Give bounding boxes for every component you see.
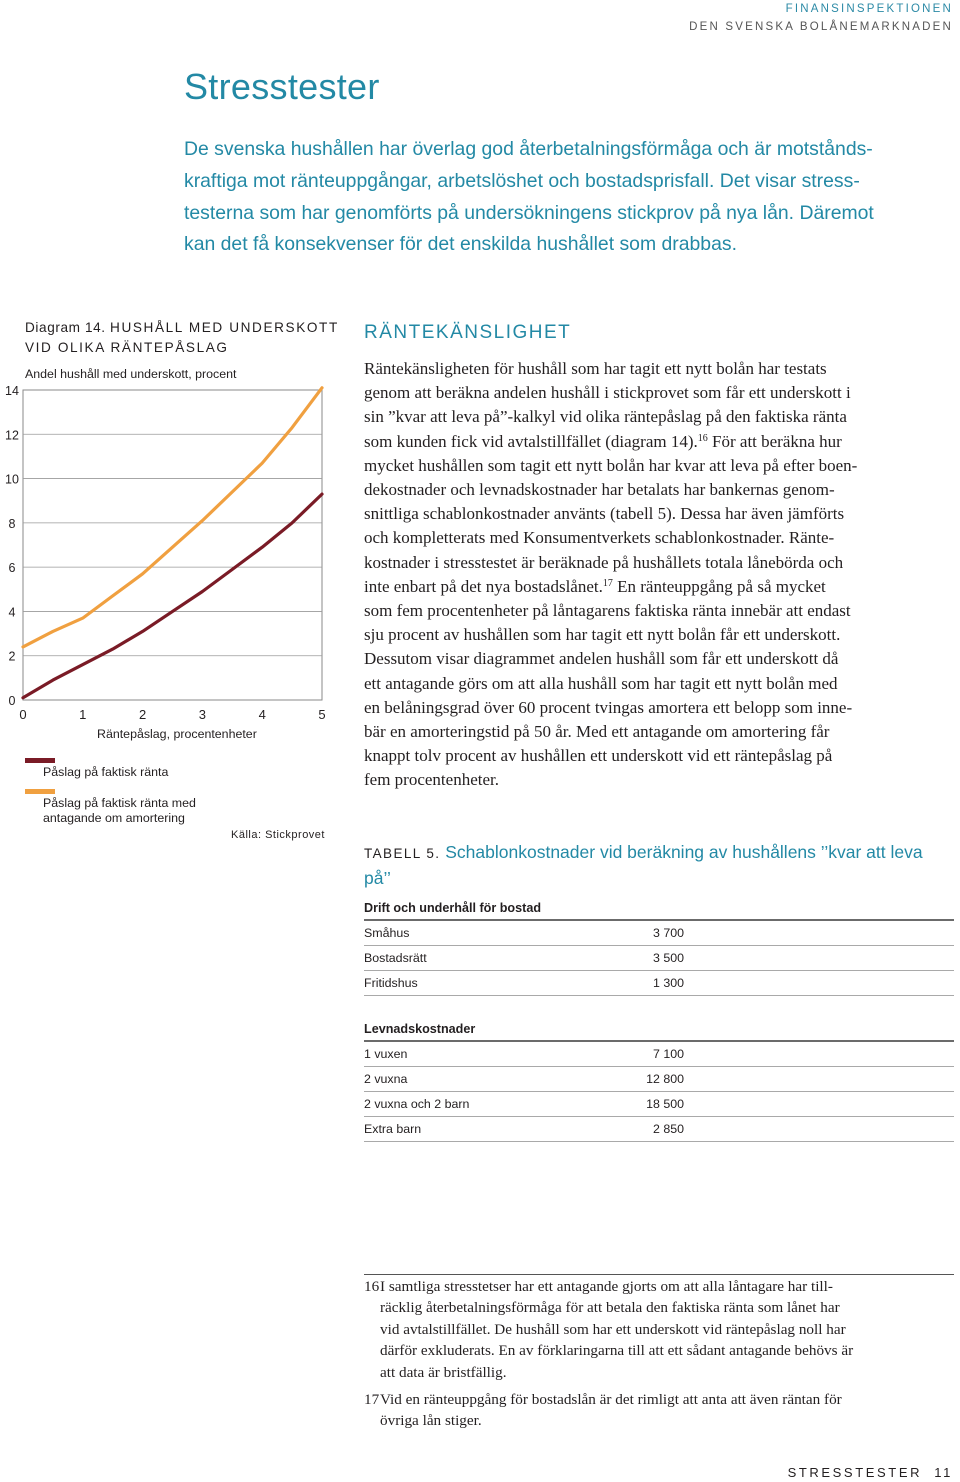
row-label: Småhus	[364, 926, 410, 940]
footnote-line: Vid en ränteuppgång för bostadslån är det rimligt att anta att även räntan för	[380, 1391, 842, 1409]
row-value: 2 850	[652, 1122, 684, 1136]
table-title-part: Schablonkostnader vid beräkning av hushållens ’’kvar att leva	[440, 842, 923, 862]
footnote-line: att data är bristfällig.	[380, 1363, 507, 1381]
y-tick-label: 8	[8, 516, 16, 531]
footnote-line: vid avtalstillfället. De hushåll som har ett underskott vid räntepåslag noll har	[380, 1320, 846, 1338]
ingress-line: kraftiga mot ränteuppgångar, arbetslöshet och bostadsprisfall. Det visar stress-	[184, 169, 860, 192]
row-value: 3 500	[652, 951, 684, 965]
body-line: mycket hushållen som tagit ett nytt bolån har kvar att leva på efter boen-	[364, 455, 858, 475]
footnote-line: räcklig återbetalningsförmåga för att betala den faktiska ränta som lånet har	[380, 1299, 840, 1317]
body-text	[364, 357, 959, 793]
footnote-ref[interactable]: 16	[697, 432, 708, 444]
row-label: 2 vuxna	[364, 1072, 408, 1086]
x-tick-label: 3	[198, 707, 207, 720]
row-label: 1 vuxen	[364, 1047, 408, 1061]
body-line: Dessutom visar diagrammet andelen hushåll som får ett underskott då	[364, 649, 839, 669]
body-line: snittliga schablonkostnader använts (tabell 5). Dessa har även jämförts	[364, 504, 845, 524]
body-line: Räntekänsligheten för hushåll som har tagit ett nytt bolån har testats	[364, 359, 827, 378]
y-tick-label: 2	[8, 649, 16, 664]
x-tick-label: 4	[258, 707, 266, 720]
table-row	[364, 1042, 954, 1067]
chart-source: Källa: Stickprovet	[231, 829, 325, 841]
running-head	[689, 0, 953, 36]
footnote-line: därför exkluderats. En av förklaringarna till att ett sådant antagande behövs är	[380, 1342, 854, 1360]
body-line: sju procent av hushållen som har tagit ett nytt bolån får ett underskott.	[364, 625, 841, 645]
row-value: 3 700	[652, 926, 684, 940]
body-line: genom att beräkna andelen hushåll i stickprovet som får ett underskott i	[364, 383, 851, 403]
y-tick-label: 6	[8, 561, 16, 576]
legend-swatch	[25, 758, 55, 763]
row-label: 2 vuxna och 2 barn	[364, 1097, 470, 1111]
footnote	[364, 1276, 954, 1383]
diagram-label: Diagram 14.	[25, 320, 106, 335]
row-value: 1 300	[652, 976, 684, 990]
table-row	[364, 1092, 954, 1117]
row-value: 12 800	[646, 1072, 684, 1086]
row-value: 7 100	[652, 1047, 684, 1061]
ingress-line: testerna som har genomförts på undersökningens stickprov på nya lån. Däremot	[184, 201, 874, 224]
publisher-name: FINANSINSPEKTIONEN	[785, 3, 953, 15]
diagram-title-line	[25, 318, 339, 338]
table-caption-line	[364, 840, 956, 866]
y-tick-label: 0	[8, 694, 16, 708]
footnotes	[364, 1274, 954, 1438]
body-line: ett antagande görs om att alla hushåll som har tagit ett nytt bolån med	[364, 673, 838, 693]
table-label: TABELL 5.	[364, 846, 441, 861]
body-line	[364, 430, 959, 454]
table-caption	[364, 840, 956, 890]
table-group-heading: Levnadskostnader	[364, 1022, 476, 1036]
body-line: kostnader i stresstestet är beräknade på hushållets totala lånebörda och	[364, 552, 844, 572]
x-tick-label: 2	[138, 707, 147, 720]
table-row	[364, 921, 954, 946]
body-text-run: som kunden fick vid avtalstillfället (diagram 14).	[364, 431, 698, 451]
footnote	[364, 1389, 954, 1432]
footer-section: STRESSTESTER	[787, 1465, 923, 1480]
footnote-number: 16	[364, 1278, 380, 1295]
row-label: Extra barn	[364, 1122, 422, 1136]
page-title: Stresstester	[184, 66, 380, 107]
body-line: en belåningsgrad över 60 procent tvingas amortera ett belopp som inne-	[364, 697, 853, 717]
cost-table-housing	[364, 897, 954, 996]
legend-label-line: Påslag på faktisk ränta	[43, 765, 169, 779]
plot-frame	[23, 390, 322, 700]
footnote-line: I samtliga stresstetser har ett antagande gjorts om att alla låntagare har till-	[380, 1278, 833, 1295]
table-row	[364, 1117, 954, 1142]
section-heading: RÄNTEKÄNSLIGHET	[364, 322, 572, 343]
legend-label	[43, 796, 196, 826]
legend-label	[43, 765, 168, 780]
diagram-title-line: VID OLIKA RÄNTEPÅSLAG	[25, 340, 229, 355]
footnote-ref[interactable]: 17	[602, 577, 613, 589]
body-text-run: inte enbart på det nya bostadslånet.	[364, 576, 603, 596]
table-caption-line: på’’	[364, 868, 391, 888]
body-text-run: För att beräkna hur	[707, 431, 842, 451]
row-label: Fritidshus	[364, 976, 418, 990]
body-line: och kompletterats med Konsumentverkets schablonkostnader. Ränte-	[364, 528, 835, 548]
footnote-number: 17	[364, 1391, 380, 1409]
y-tick-label: 14	[5, 384, 19, 398]
footnote-line: övriga lån stiger.	[380, 1412, 482, 1430]
diagram-heading	[25, 318, 339, 358]
x-tick-label: 5	[318, 707, 326, 720]
legend-label-line: antagande om amortering	[43, 811, 185, 825]
series-line-1	[23, 494, 322, 698]
body-line	[364, 575, 959, 599]
x-tick-label: 0	[19, 707, 27, 720]
chart-x-axis-label: Räntepåslag, procentenheter	[97, 727, 257, 741]
diagram-title-part: HUSHÅLL MED UNDERSKOTT	[110, 320, 339, 335]
line-chart	[0, 380, 340, 720]
body-text-run: En ränteuppgång på så mycket	[612, 576, 826, 596]
table-group-heading: Drift och underhåll för bostad	[364, 901, 542, 915]
chart-y-axis-label: Andel hushåll med underskott, procent	[25, 367, 237, 381]
page-footer	[788, 1465, 953, 1480]
cost-table-living	[364, 1018, 954, 1142]
table-row	[364, 971, 954, 996]
body-line: fem procentenheter.	[364, 770, 499, 790]
ingress-line: De svenska hushållen har överlag god återbetalningsförmåga och är motstånds-	[184, 138, 873, 160]
series-line-2	[23, 388, 322, 647]
x-tick-label: 1	[79, 707, 87, 720]
body-line: dekostnader och levnadskostnader har betalats har bankernas genom-	[364, 480, 835, 500]
legend-label-line: Påslag på faktisk ränta med	[43, 796, 196, 810]
footnote-rule	[364, 1274, 954, 1275]
report-name: DEN SVENSKA BOLÅNEMARKNADEN	[689, 21, 953, 33]
body-line: knappt tolv procent av hushållen ett underskott vid ett räntepåslag på	[364, 746, 833, 766]
y-tick-label: 12	[5, 428, 19, 443]
table-row	[364, 1067, 954, 1092]
body-line: som fem procentenheter på låntagarens faktiska ränta innebär att endast	[364, 601, 851, 621]
body-line: bär en amorteringstid på 50 år. Med ett antagande om amortering får	[364, 722, 830, 742]
ingress	[184, 134, 954, 261]
y-tick-label: 10	[5, 472, 19, 487]
row-value: 18 500	[646, 1097, 684, 1111]
y-tick-label: 4	[8, 605, 16, 620]
legend-swatch	[25, 789, 55, 794]
table-row	[364, 946, 954, 971]
ingress-line: kan det få konsekvenser för det enskilda hushållet som drabbas.	[184, 233, 737, 256]
page-number: 11	[934, 1465, 953, 1480]
row-label: Bostadsrätt	[364, 951, 427, 965]
body-line: sin ”kvar att leva på”-kalkyl vid olika räntepåslag på den faktiska ränta	[364, 407, 847, 427]
